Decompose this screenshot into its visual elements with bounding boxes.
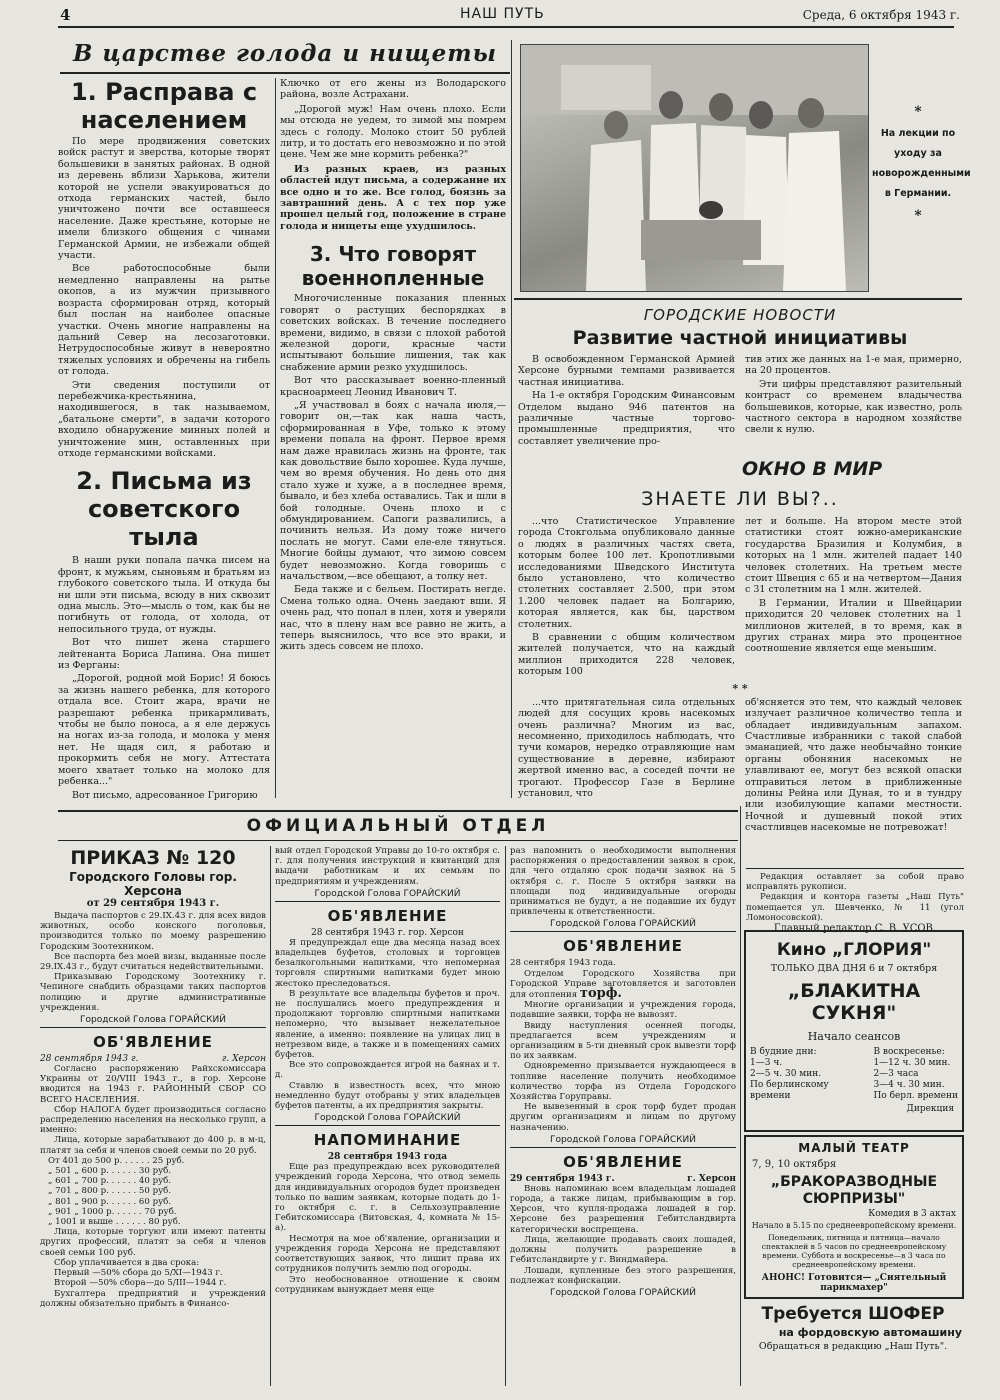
wanted-title: Требуется ШОФЕР [761, 1304, 945, 1324]
article-2-quote-2: „Дорогой муж! Нам очень плохо. Если мы отсюда не уедем, то зимой мы помрем здесь с голоду. Молоко стоит 50 рублей литр, и то достать его невозможно и по этой цене. Чем же мне кормить ребенка?" [280, 103, 506, 161]
ob4-p3: Лошади, купленные без этого разрешения, подлежат конфискации. [510, 1265, 736, 1286]
play-start: Начало в 5.15 по среднеевропейскому времени. [751, 1221, 957, 1230]
official-title: ОФИЦИАЛЬНЫЙ ОТДЕЛ [246, 816, 550, 836]
separator [510, 1147, 736, 1148]
ob4-place: г. Херсон [687, 1173, 736, 1184]
nap-p2: Несмотря на мое об'явление, организации и учреждения города Херсона не представляют соответствующих заявок, что лишит права их сотрудников получить землю под огороды. [275, 1233, 500, 1275]
city-news-p1: В освобожденном Германской Армией Херсоне бурными темпами развивается частная инициатива. [518, 354, 735, 388]
ob1-p2: Сбор НАЛОГА будет производиться согласно распределению населения на несколько групп, а именно: [40, 1104, 266, 1136]
play-title: „БРАКОРАЗВОДНЫЕ СЮРПРИЗЫ" [770, 1174, 938, 1207]
window-world-body [518, 516, 962, 678]
order-date: от 29 сентября 1943 г. [86, 898, 220, 909]
article-2-p2: Вот что пишет жена старшего лейтенанта Бориса Лапина. Она пишет из Ферганы: [58, 637, 270, 672]
ob1-p5: Сбор уплачивается в два срока: [54, 1257, 200, 1268]
ob1-rate-row: „ 801 „ 900 р. . . . . . 60 руб. [48, 1196, 172, 1207]
ob3-date: 28 сентября 1943 года. [510, 958, 616, 969]
article-2-heading: 2. Письма из советского тыла [76, 467, 252, 552]
theatre-announce: АНОНС! Готовится— „Сиятельный парикмахер" [761, 1273, 947, 1293]
sessions [746, 1043, 962, 1102]
theatre-dates: 7, 9, 10 октября [752, 1159, 837, 1170]
ob1-p1: Согласно распоряжению Райхскомиссара Украины от 20/VIII 1943 г., в гор. Херсоне вводится на 1943 г. РАЙОННЫЙ СБОР СО ВСЕГО НАСЕЛЕНИЯ. [40, 1064, 266, 1105]
film-title: „БЛАКИТНА СУКНЯ" [787, 980, 921, 1024]
ob1-p7: Второй —50% сбора—до 5/III—1944 г. [54, 1278, 227, 1289]
c3-signature-1: Городской Голова ГОРАЙСКИЙ [550, 919, 696, 930]
article-1-p1: По мере продвижения советских войск растут и зверства, которые творят большевики в занятых районах. В одной из деревень вблизи Харькова, жители которой не успели эвакуироваться до отхода германских частей, было уничтожено почти все оставшееся население. Даже крестьяне, которые не имели близкого общения с чинами Германской Армии, не избежали общей участи. [58, 136, 270, 262]
sunday-session-3: 3—4 ч. 30 мин. [873, 1080, 945, 1090]
official-top-rule [58, 810, 738, 812]
window-world-col-1 [518, 516, 735, 678]
page-number: 4 [60, 6, 71, 24]
ob1-heading: ОБ'ЯВЛЕНИЕ [93, 1033, 213, 1052]
nap-heading: НАПОМИНАНИЕ [313, 1131, 462, 1150]
star-divider: * [914, 104, 922, 120]
window-world-p2: В сравнении с общим количеством жителей получается, что на каждый миллион приходится 228 человек, которым 100 [518, 632, 735, 678]
ob3-p2: Многие организации и учреждения города, подавшие заявки, торфа не вывозят. [510, 1000, 736, 1021]
ob3-p1 [510, 969, 736, 1001]
play-genre: Комедия в 3 актах [868, 1209, 956, 1219]
article-1-p3: Эти сведения поступили от перебежчика-крестьянина, находившегося, в так называемом, „батальоне смерти", в задачи которого входило обнаружение минных полей и уничтожение мин, оставленных при отходе германскими войсками. [58, 379, 270, 459]
article-3-p2: Вот что рассказывает военно-пленный красноармеец Леонид Иванович Т. [280, 375, 506, 398]
city-news-p3: тив этих же данных на 1-е мая, примерно, на 20 процентов. [745, 354, 962, 377]
article-3-p4: Беда также и с бельем. Постирать негде. Смена только одна. Очень заедают вши. Я очень рад, что попал в плен, хотя и уверяли нас, что в плену нам все равно не жить, а теперь выяснилось, что все это враки, и жить здесь совсем не плохо. [280, 584, 506, 653]
separator [275, 1125, 500, 1126]
photo-rule [514, 298, 962, 300]
article-2-p3: Вот письмо, адресованное Григорию [72, 789, 258, 801]
article-2-cont: Ключко от его жены из Володарского района, возле Астрахани. [280, 78, 506, 101]
ob3-word: торф. [579, 986, 622, 1002]
wanted-sub: на фордовскую автомашину [778, 1326, 962, 1339]
masthead-rule [58, 26, 954, 28]
sunday-label: В воскресенье: [873, 1047, 945, 1057]
nap-date: 28 сентября 1943 года [327, 1152, 448, 1163]
theatre-name: МАЛЫЙ ТЕАТР [798, 1141, 910, 1155]
ob1-dateline [40, 1054, 266, 1064]
city-news-rubric: ГОРОДСКИЕ НОВОСТИ [643, 306, 837, 324]
ob1-rate-table [40, 1156, 266, 1227]
window-world-headline: ЗНАЕТЕ ЛИ ВЫ?.. [641, 488, 839, 510]
order-signature: Городской Голова ГОРАЙСКИЙ [80, 1015, 226, 1026]
ob2-p2: В результате все владельцы буфетов и проч. не послушались моего предупреждения и продолжают торговлю спиртными напитками непомерно, что вызывает нежелательное явление, а именно: появление на улицах лиц в нетрезвом виде, а также и в помещениях самих буфетов. [275, 988, 500, 1061]
ob1-rate-row: От 401 до 500 р. . . . . . 25 руб. [48, 1155, 185, 1166]
order-subheading: Городского Головы гор. Херсона [69, 870, 237, 898]
editorial-rights: Редакция оставляет за собой право исправлять рукописи. [746, 872, 964, 893]
ob1-place: г. Херсон [221, 1054, 266, 1065]
official-title-rule [58, 840, 738, 841]
photo-caption: На лекции по уходу за новорожденными в Германии. [872, 128, 971, 199]
ob3-p3: Ввиду наступления осенней погоды, предлагается всем учреждениям и организациям в 5-ти дневный срок вывезти торф по их заявкам. [510, 1020, 736, 1062]
city-news-p2: На 1-е октября Городским Финансовым Отделом выдано 946 патентов на различные частные торгово-промышленные предприятия, что составляет увеличение про- [518, 390, 735, 447]
separator [40, 1027, 266, 1028]
separator [275, 901, 500, 902]
article-3-heading: 3. Что говорят военнопленные [301, 242, 485, 291]
sunday-session-1: 1—12 ч. 30 мин. [873, 1058, 951, 1068]
weekday-note: По берлинскому времени [750, 1080, 829, 1101]
city-news [518, 306, 962, 447]
article-3-p1: Многочисленные показания пленных говорят о растущих беспорядках в советских войсках. В течение последнего времени, видимо, в связи с плохой работой железной дороги, красные части испытывают большие лишения, так как снабжение армии резко ухудшилось. [280, 293, 506, 373]
c2-signature-1: Городской Голова ГОРАЙСКИЙ [314, 888, 461, 899]
star-divider: * [914, 208, 922, 224]
dots-divider: * * [732, 681, 748, 695]
issue-date: Среда, 6 октября 1943 г. [802, 8, 960, 22]
ob4-date: 29 сентября 1943 г. [510, 1173, 615, 1184]
ob4-heading: ОБ'ЯВЛЕНИЕ [563, 1152, 683, 1171]
masthead [60, 6, 960, 26]
weekday-sessions [750, 1047, 830, 1102]
theatre-ad [744, 1135, 964, 1299]
editorial-note [746, 868, 964, 934]
ob3-p4: Одновременно призывается нуждающееся в топливе население получить необходимое количество торфа из Отдела Городского Хозяйства Горуправы. [510, 1061, 736, 1103]
wanted-contact: Обращаться в редакцию „Наш Путь". [758, 1341, 948, 1352]
photo-caption-box [872, 104, 971, 224]
order-heading: ПРИКАЗ № 120 [70, 847, 236, 869]
window-world-rubric: ОКНО В МИР [742, 458, 883, 480]
section-title: В царстве голода и нищеты [72, 40, 498, 67]
separator [510, 931, 736, 932]
ob2-date: 28 сентября 1943 г. гор. Херсон [311, 927, 464, 938]
column-divider [270, 846, 271, 1386]
article-1-heading: 1. Расправа с населением [70, 78, 258, 134]
weekday-session-1: 1—3 ч. [750, 1058, 783, 1068]
official-col-1 [40, 846, 266, 1309]
cinema-name: Кино „ГЛОРИЯ" [776, 940, 932, 960]
order-p3: Приказываю Городскому Зоотехнику г. Чепиноге снабдить образцами таких паспортов полицию и другие административные учреждения. [40, 972, 266, 1013]
nap-p1: Еще раз предупреждаю всех руководителей учреждений города Херсона, что отвод земель для индивидуальных огородов будет произведен только по вашим заявкам, которые подать до 1-го октября с. г. в Сельхозуправление Гебитскомиссара (Витовская, 4, комната № 15-а). [275, 1162, 500, 1234]
c2-p1: вый отдел Городской Управы до 10-го октября с. г. для получения инструкций и квитанций для выдачи работникам и их семьям по предприятиям и учреждениям. [275, 846, 500, 887]
order-p2: Все паспорта без моей визы, выданные после 29.IX.43 г., будут считаться недействительными. [40, 951, 266, 973]
ob1-date: 28 сентября 1943 г. [40, 1054, 139, 1065]
article-1-p2: Все работоспособные были немедленно направлены на рытье окопов, а из мужчин призывного возраста сформирован отряд, который был послан на наиболее опасные участки. Очень многие направлены на дальний Север на лесозаготовки. Нетрудоспособные живут в невероятно тяжелых условиях и обречены на гибель от голода. [58, 263, 270, 378]
window-world-p1: ...что Статистическое Управление города Стокгольма опубликовало данные о людях в различных частях света, которым более 100 лет. Кропотливыми исследованиями Шведского Института было установлено, что количество столетних составляет 2.500, при этом 1.200 человек падает на Болгарию, которая является, как бы, царством столетних. [518, 516, 735, 630]
ob1-rate-row: „ 501 „ 600 р. . . . . . 30 руб. [48, 1166, 172, 1177]
city-news-col-1 [518, 354, 735, 447]
ob2-p3: Все это сопровождается игрой на баянах и т. д. [275, 1060, 500, 1081]
separator [746, 868, 964, 869]
cinema-only: ТОЛЬКО ДВА ДНЯ 6 и 7 октября [770, 963, 938, 974]
ob1-rate-row: „ 701 „ 800 р. . . . . . 50 руб. [48, 1186, 172, 1197]
ob2-heading: ОБ'ЯВЛЕНИЕ [327, 906, 448, 925]
window-world-col-4 [745, 697, 962, 834]
ob1-p4: Лица, которые торгуют или имеют патенты других профессий, платят за себя и членов своей семьи 100 руб. [40, 1227, 266, 1258]
ob2-p4: Ставлю в известность всех, что мною немедленно будут отобраны у этих владельцев буфетов патенты, а их предприятия закрыты. [275, 1080, 500, 1112]
window-world [518, 458, 962, 834]
cinema-ad [744, 930, 964, 1132]
ob1-p6: Первый —50% сбора до 5/XI—1943 г. [54, 1268, 223, 1279]
ob1-rate-row: „ 601 „ 700 р. . . . . . 40 руб. [48, 1176, 172, 1187]
ob2-p1: Я предупреждал еще два месяца назад всех владельцев буфетов, столовых и торговцев безалкогольными напитками, что непомерная торговля спиртными напитками будет мною жестоко преследоваться. [275, 937, 500, 989]
sunday-sessions [873, 1047, 958, 1102]
ob3-p5: Не вывезенный в срок торф будет продан другим организациям и лицам по другому назначению. [510, 1102, 736, 1133]
window-world-p6: об'ясняется это тем, что каждый человек излучает различное количество тепла и обладает индивидуальным запахом. Счастливые избранники с такой слабой эманацией, что даже необычайно тонкие органы обоняния насекомых не улавливают ее, могут без всякой опаски отправиться летом в приближенные долины Рейна или Дуная, то и в тундру или изобилующие капами местности. Ночной и душевный покой этих счастливцев насекомые не потревожат! [745, 696, 962, 834]
window-world-p4: В Германии, Италии и Швейцарии приходится 20 человек столетних на 1 миллионов жителей, в то время, как в других странах мира это процентное соотношение является еще меньшим. [745, 597, 962, 655]
weekday-session-2: 2—5 ч. 30 мин. [750, 1069, 822, 1079]
column-2 [280, 78, 506, 653]
photo-nurses-lecture [520, 44, 869, 292]
play-schedule: Понедельник, пятница и пятница—начало спектаклей в 5 часов по среднеевропейскому времени. Суббота и воскресенье—в 3 часа по среднеевропейскому времени. [761, 1233, 947, 1269]
city-news-body [518, 354, 962, 447]
sunday-session-2: 2—3 часа [873, 1069, 919, 1079]
c3-signature-2: Городской Голова ГОРАЙСКИЙ [550, 1134, 696, 1145]
editorial-address: Редакция и контора газеты „Наш Путь" помещается ул. Шевченко, № 11 (угол Ломоносовской). [746, 892, 964, 923]
window-world-p5: ...что притягательная сила отдельных людей для сосущих кровь насекомых очень различна? Многим из вас, несомненно, приходилось наблюдать, что тучи комаров, нередко отравляющие нам существование в деревне, избирают жертвой именно вас, а соседей почти не трогают. Профессор Газе в Берлине установил, что [518, 696, 735, 799]
ob4-p1: Вновь напоминаю всем владельцам лошадей города, а также лицам, прибывающим в гор. Херсон, что купля-продажа лошадей в гор. Херсоне без разрешения Гебитсландвирта категорически воспрещена. [510, 1183, 736, 1235]
column-divider [505, 846, 506, 1386]
sunday-note: По берл. времени [873, 1091, 958, 1101]
c3-p1: раз напомнить о необходимости выполнения распоряжения о предоставлении заявок в срок, для чего отдаляю срок подачи заявок на 5 октября с. г. После 5 октября заявки на площади под индивидуальные огороды приниматься не будут, а не подавшие их будут привлечены к ответственности. [510, 846, 736, 918]
ob1-p3: Лица, которые зарабатывают до 400 р. в м-ц, платят за себя и членов своей семьи по 20 руб. [40, 1135, 266, 1156]
city-news-col-2 [745, 354, 962, 447]
ob4-dateline [510, 1174, 736, 1184]
ob1-rate-row: „ 901 „ 1000 р. . . . . . 70 руб. [48, 1206, 177, 1217]
editor-in-chief: Главный редактор С. В. УСОВ. [773, 923, 937, 935]
window-world-col-2 [745, 516, 962, 678]
wanted-ad [744, 1304, 962, 1352]
column-divider [511, 40, 512, 798]
city-news-headline: Развитие частной инициативы [572, 327, 908, 349]
city-news-p4: Эти цифры представляют разительный контраст со временем владычества большевиков, которые, как известно, роль частного сектора в народном хозяйстве свели к нулю. [745, 378, 962, 436]
ob3-heading: ОБ'ЯВЛЕНИЕ [563, 937, 683, 956]
article-2-p1: В наши руки попала пачка писем на фронт, к мужьям, сыновьям и братьям из глубокого советского тыла. И откуда бы ни шли эти письма, всюду в них сквозит одна мысль. Это—мысль о том, как бы не погибнуть от голода, от холода, от непосильного труда, от нужды. [58, 555, 270, 635]
ob1-rate-row: „ 1001 и выше . . . . . . 80 руб. [48, 1217, 181, 1228]
article-2-quote: „Дорогой, родной мой Борис! Я боюсь за жизнь нашего ребенка, для которого отдала все. Стоит жара, врачи не разрешают ребенка прикармливать, чтобы не было поноса, а я еле держусь на ногах из-за голода, и молока у меня нет. Не щадя сил, я работаю и прокормить себя не могу. Аттестата моего хватает только на молоко для ребенка..." [58, 673, 270, 788]
section-title-rule [60, 72, 510, 74]
column-divider [740, 806, 741, 1386]
article-2-p4: Из разных краев, из разных областей идут письма, а содержание их все одно и то же. Все голод, боязнь за завтрашний день. А с тех пор уже прошел целый год, положение в стране голода и нищеты еще ухудшилось. [280, 163, 506, 232]
official-col-3 [510, 846, 736, 1300]
ob3-p1-text: Отделом Городского Хозяйства при Городской Управе заготовляется и заготовлен для отопления [510, 968, 736, 1001]
photo-illustration [521, 45, 868, 291]
c3-signature-3: Городской Голова ГОРАЙСКИЙ [550, 1287, 696, 1298]
order-p1: Выдача паспортов с 29.IX.43 г. для всех видов животных, особо конского поголовья, производится только по моему разрешению Городским Зоотехником. [40, 911, 266, 952]
article-3-quote: „Я участвовал в боях с начала июля,—говорит он,—так как наша часть, сформированная в Уфе, только к этому времени попала на фронт. Первое время нам даже нравилась жизнь на фронте, так как довольствие было хорошее. Куда лучше, чем во время обучения. Но день ото дня стало хуже и хуже, а в последнее время, бывало, и без хлеба оставались. Так и шли в бой голодные. Очень плохо и с обмундированием. Сапоги развалились, а починить нельзя. Из дому тоже ничего послать не могут. Сами еле-еле тянуться. Многие бойцы думают, что зимою совсем будет невозможно. Когда говоришь с начальством,—все обещают, а толку нет. [280, 399, 506, 583]
nap-p3: Это необоснованное отношение к своим сотрудникам вынуждает меня еще [275, 1274, 500, 1295]
weekday-label: В будние дни: [750, 1047, 817, 1057]
cinema-direction: Дирекция [906, 1104, 954, 1114]
column-1 [58, 78, 270, 801]
window-world-col-3 [518, 697, 735, 834]
ob1-p8: Бухгалтера предприятий и учреждений должны обязательно прибыть в Финансо- [40, 1288, 266, 1309]
window-world-p3: лет и больше. На втором месте этой статистики стоят южно-американские государства Бразилия и Колумбия, в которых на 1 млн. жителей падает 140 человек столетних. На третьем месте стоит Швеция с 65 и на четвертом—Дания с 31 столетним на 1 млн. жителей. [745, 516, 962, 596]
paper-name: НАШ ПУТЬ [460, 6, 545, 22]
ob4-p2: Лица, желающие продавать своих лошадей, должны получить разрешение в Гебитсландвирте у г. Виндмайера. [510, 1234, 736, 1266]
sessions-label: Начало сеансов [807, 1030, 901, 1043]
column-divider [275, 78, 276, 798]
c2-signature-2: Городской Голова ГОРАЙСКИЙ [314, 1113, 461, 1124]
official-col-2 [275, 846, 500, 1295]
